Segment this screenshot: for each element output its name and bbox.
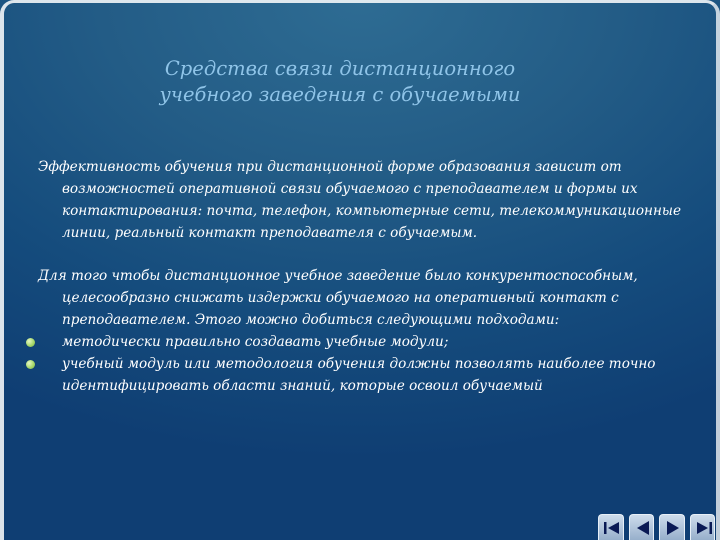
bullet-text: методически правильно создавать учебные модули;: [62, 334, 449, 350]
last-slide-button[interactable]: [690, 514, 716, 540]
bullet-item: [38, 331, 698, 353]
bullet-icon: [26, 338, 35, 347]
bullet-icon: [26, 360, 35, 369]
slide-navigation: [598, 514, 715, 540]
slide-content: [38, 156, 698, 397]
paragraph-competitiveness: Для того чтобы дистанционное учебное заведение было конкурентоспособным, целесообразно снижать издержки обучаемого на оперативный контакт с преподавателем. Этого можно добиться следующими подходами:: [38, 268, 638, 328]
bullet-item: [38, 353, 698, 397]
bullet-text: учебный модуль или методология обучения должны позволять наиболее точно идентифицировать области знаний, которые освоил обучаемый: [62, 356, 656, 394]
last-slide-icon: [695, 520, 713, 536]
next-slide-button[interactable]: [659, 514, 685, 540]
first-slide-button[interactable]: [598, 514, 624, 540]
previous-slide-icon: [634, 520, 652, 536]
previous-slide-button[interactable]: [629, 514, 655, 540]
first-slide-icon: [603, 520, 621, 536]
paragraph-effectiveness: Эффективность обучения при дистанционной форме образования зависит от возможностей оперативной связи обучаемого с преподавателем и формы их контактирования: почта, телефон, компьютерные сети, телекоммуникационные линии, реальный контакт преподавателя с обучаемым.: [38, 159, 682, 241]
slide-title: Средства связи дистанционного учебного заведения с обучаемыми: [159, 57, 521, 106]
next-slide-icon: [664, 520, 682, 536]
